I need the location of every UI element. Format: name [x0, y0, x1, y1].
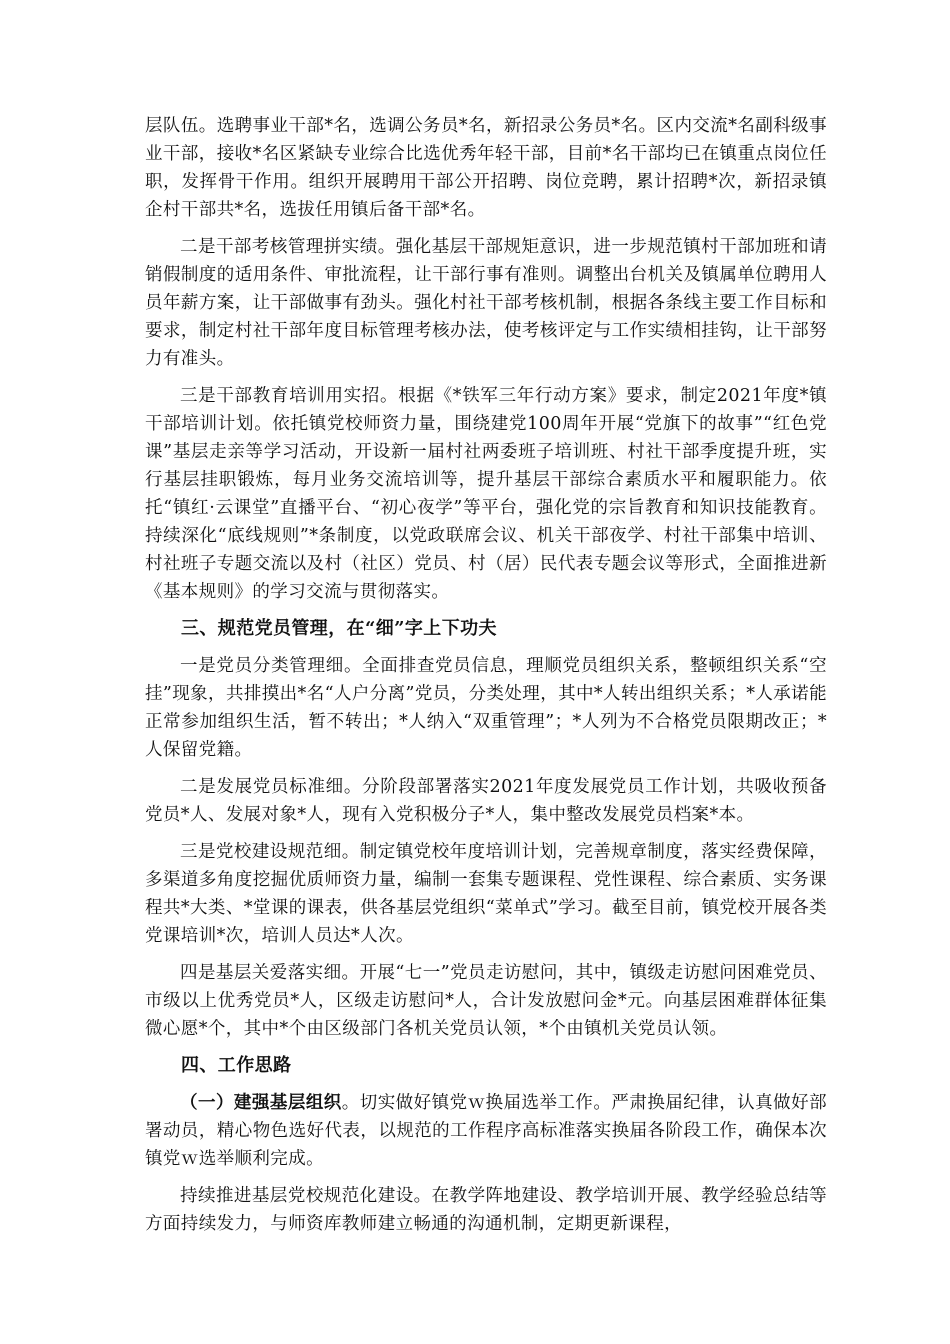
paragraph-grassroots-care: 四是基层关爱落实细。开展“七一”党员走访慰问，其中，镇级走访慰问困难党员、市级以上优秀党员*人，区级走访慰问*人，合计发放慰问金*元。向基层困难群体征集微心愿*个，其中*个由区级部门各机关党员认领，*个由镇机关党员认领。: [145, 963, 827, 1039]
paragraph-member-classification: 一是党员分类管理细。全面排查党员信息，理顺党员组织关系，整顿组织关系“空挂”现象，共排摸出*名“人户分离”党员，分类处理，其中*人转出组织关系；*人承诺能正常参加组织生活，暂不转出；*人纳入“双重管理”；*人列为不合格党员限期改正；*人保留党籍。: [145, 656, 827, 760]
paragraph-continued: 层队伍。选聘事业干部*名，选调公务员*名，新招录公务员*名。区内交流*名副科级事业干部，接收*名区紧缺专业综合比选优秀年轻干部，目前*名干部均已在镇重点岗位任职，发挥骨干作用。组织开展聘用干部公开招聘、岗位竞聘，累计招聘*次，新招录镇企村干部共*名，选拔任用镇后备干部*名。: [145, 116, 827, 220]
paragraph-cadre-assessment: 二是干部考核管理拼实绩。强化基层干部规矩意识，进一步规范镇村干部加班和请销假制度的适用条件、审批流程，让干部行事有准则。调整出台机关及镇属单位聘用人员年薪方案，让干部做事有劲头。强化村社干部考核机制，根据各条线主要工作目标和要求，制定村社干部年度目标管理考核办法，使考核评定与工作实绩相挂钩，让干部努力有准头。: [145, 237, 827, 369]
paragraph-cadre-training: 三是干部教育培训用实招。根据《*铁军三年行动方案》要求，制定2021年度*镇干部培训计划。依托镇党校师资力量，围绕建党100周年开展“党旗下的故事”“红色党课”基层走亲等学习活动，开设新一届村社两委班子培训班、村社干部季度提升班，实行基层挂职锻炼，每月业务交流培训等，提升基层干部综合素质水平和履职能力。依托“镇红·云课堂”直播平台、“初心夜学”等平台，强化党的宗旨教育和知识技能教育。持续深化“底线规则”*条制度，以党政联席会议、机关干部夜学、村社干部集中培训、村社班子专题交流以及村（社区）党员、村（居）民代表专题会议等形式，全面推进新《基本规则》的学习交流与贯彻落实。: [145, 386, 827, 602]
paragraph-party-school-standardization: 持续推进基层党校规范化建设。在教学阵地建设、教学培训开展、教学经验总结等方面持续发力，与师资库教师建立畅通的沟通机制，定期更新课程，: [145, 1186, 827, 1234]
section-heading-party-member-management: 三、规范党员管理，在“细”字上下功夫: [181, 618, 497, 639]
paragraph-member-development: 二是发展党员标准细。分阶段部署落实2021年度发展党员工作计划，共吸收预备党员*人、发展对象*人，现有入党积极分子*人，集中整改发展党员档案*本。: [145, 777, 827, 825]
paragraph-body-strengthen-organization: 。切实做好镇党ｗ换届选举工作。严肃换届纪律，认真做好部署动员，精心物色选好代表，以规范的工作程序高标准落实换届各阶段工作，确保本次镇党ｗ选举顺利完成。: [145, 1093, 827, 1169]
section-heading-work-ideas: 四、工作思路: [181, 1055, 292, 1076]
paragraph-party-school: 三是党校建设规范细。制定镇党校年度培训计划，完善规章制度，落实经费保障，多渠道多角度挖掘优质师资力量，编制一套集专题课程、党性课程、综合素质、实务课程共*大类、*堂课的课表，供各基层党组织“菜单式”学习。截至目前，镇党校开展各类党课培训*次，培训人员达*人次。: [145, 842, 827, 946]
paragraph-lead-strengthen-organization: （一）建强基层组织: [180, 1093, 342, 1113]
paragraph-strengthen-organization: [145, 1089, 827, 1173]
